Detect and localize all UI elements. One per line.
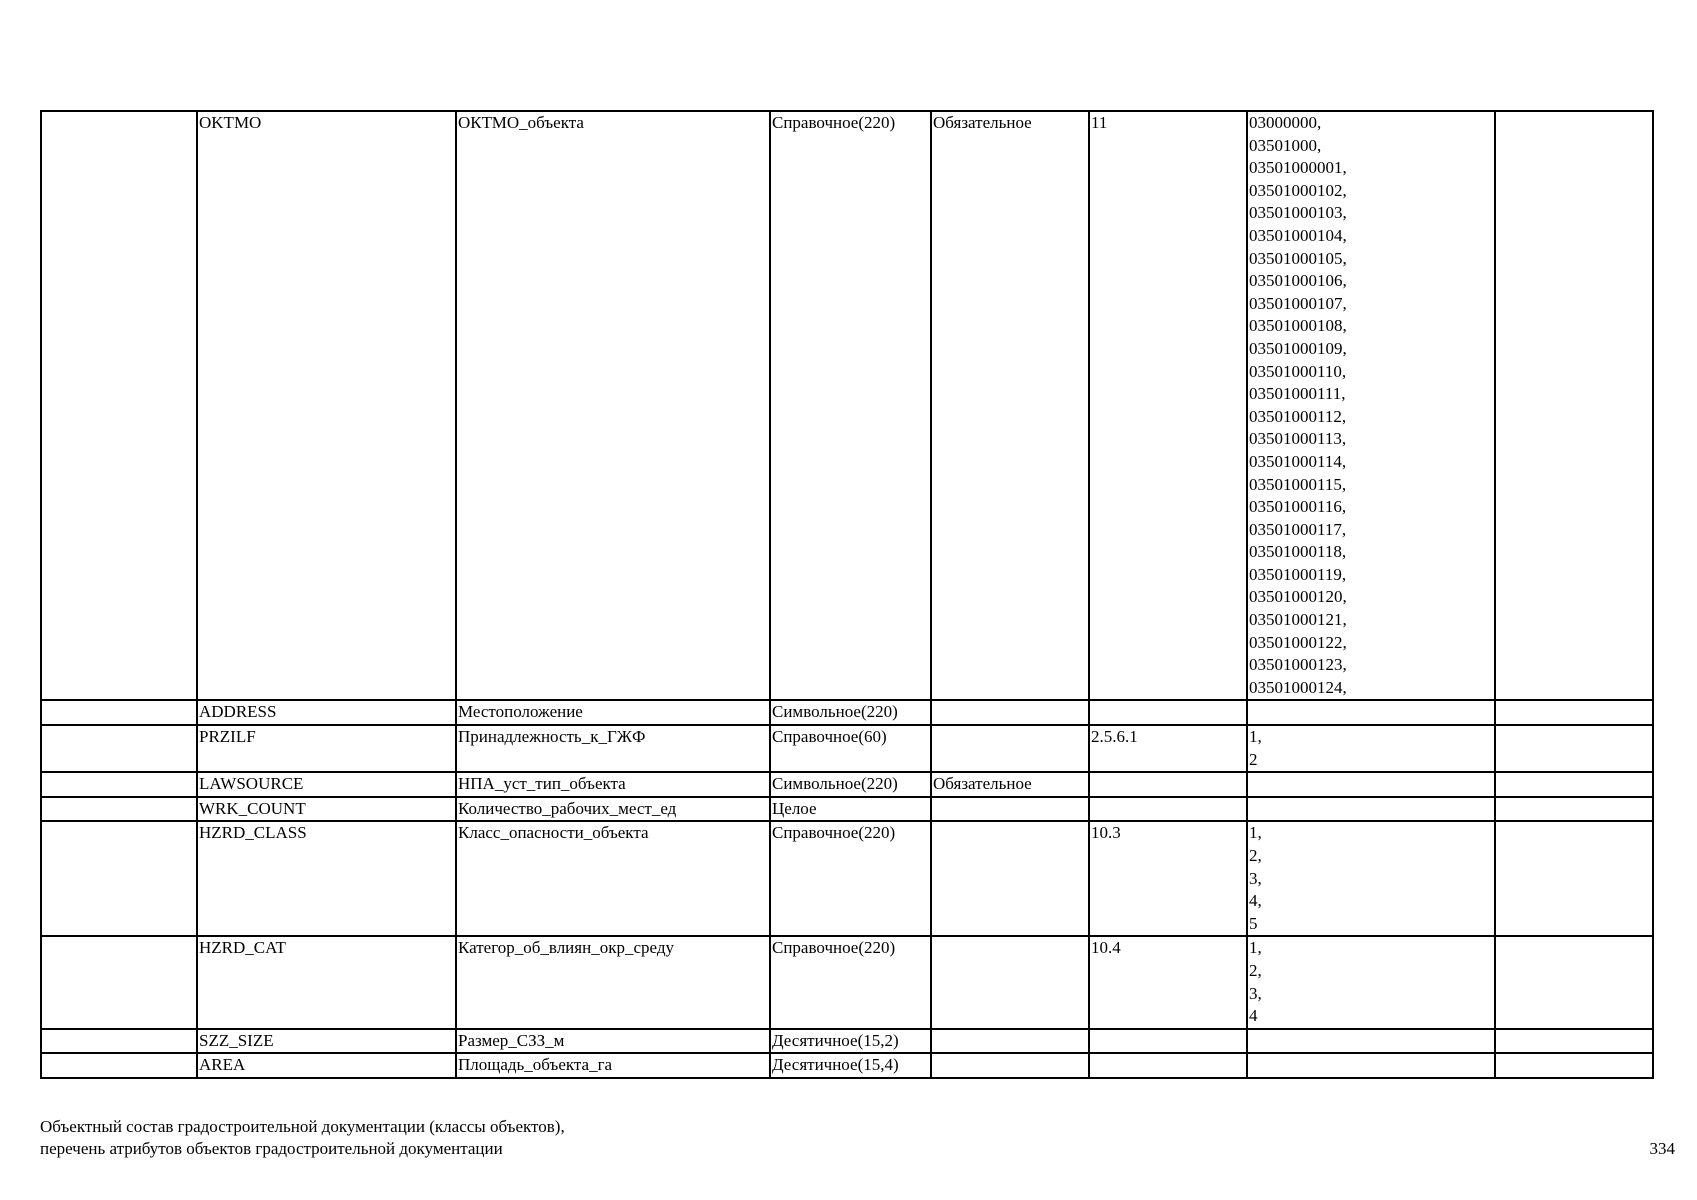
allowed-value: 4 — [1249, 1006, 1258, 1026]
allowed-value: 1, — [1249, 727, 1262, 747]
reference-cell — [1089, 1053, 1247, 1078]
allowed-values-cell — [1247, 1029, 1495, 1054]
allowed-value: 03501000114, — [1249, 451, 1347, 471]
footer-caption-line-2: перечень атрибутов объектов градостроительной документации — [40, 1139, 503, 1158]
note-cell — [1495, 772, 1653, 797]
allowed-value: 3, — [1249, 983, 1262, 1003]
allowed-value: 03501000103, — [1249, 203, 1347, 223]
table-row — [41, 797, 1653, 822]
allowed-value: 03501000108, — [1249, 316, 1347, 336]
attribute-alias-cell: Местоположение — [456, 700, 770, 725]
allowed-value: 03501000123, — [1249, 655, 1347, 675]
allowed-value: 1, — [1249, 938, 1262, 958]
allowed-value: 03501000121, — [1249, 610, 1347, 630]
table-row — [41, 1053, 1653, 1078]
attribute-alias-cell: Площадь_объекта_га — [456, 1053, 770, 1078]
note-cell — [1495, 936, 1653, 1028]
data-type-cell: Справочное(220) — [770, 821, 931, 936]
allowed-value: 2, — [1249, 846, 1262, 865]
data-type-cell: Символьное(220) — [770, 772, 931, 797]
allowed-value — [1249, 773, 1493, 796]
allowed-value: 2 — [1249, 749, 1258, 769]
attribute-name-cell: HZRD_CLASS — [197, 821, 456, 936]
blank-cell — [41, 936, 197, 1028]
table-body — [41, 111, 1653, 1078]
attribute-name-cell: WRK_COUNT — [197, 797, 456, 822]
attribute-alias-cell: Размер_СЗЗ_м — [456, 1029, 770, 1054]
allowed-value: 03501000113, — [1249, 429, 1347, 449]
allowed-values-cell — [1247, 797, 1495, 822]
required-cell: Обязательное — [931, 772, 1089, 797]
required-cell: Обязательное — [931, 111, 1089, 700]
reference-cell: 2.5.6.1 — [1089, 725, 1247, 772]
note-cell — [1495, 725, 1653, 772]
allowed-value: 03501000110, — [1249, 361, 1347, 381]
required-cell — [931, 797, 1089, 822]
required-cell — [931, 1029, 1089, 1054]
allowed-value: 03501000104, — [1249, 225, 1347, 245]
table-row — [41, 725, 1653, 772]
note-cell — [1495, 111, 1653, 700]
allowed-value: 4, — [1249, 891, 1262, 911]
allowed-value: 5 — [1249, 913, 1258, 933]
required-cell — [931, 1053, 1089, 1078]
allowed-value: 1, — [1249, 823, 1262, 843]
reference-cell: 10.4 — [1089, 936, 1247, 1028]
allowed-value: 03501000118, — [1249, 542, 1347, 562]
footer-caption-line-1: Объектный состав градостроительной документации (классы объектов), — [40, 1117, 565, 1136]
page-number: 334 — [1649, 1139, 1675, 1158]
allowed-value: 2, — [1249, 960, 1262, 980]
allowed-value — [1249, 1030, 1493, 1053]
table-row — [41, 700, 1653, 725]
allowed-values-cell — [1247, 111, 1495, 700]
data-type-cell: Справочное(60) — [770, 725, 931, 772]
allowed-values-cell — [1247, 821, 1495, 936]
attribute-alias-cell: НПА_уст_тип_объекта — [456, 772, 770, 797]
allowed-value: 03501000124, — [1249, 677, 1347, 697]
required-cell — [931, 936, 1089, 1028]
reference-cell: 11 — [1089, 111, 1247, 700]
data-type-cell: Десятичное(15,2) — [770, 1029, 931, 1054]
allowed-values-cell — [1247, 772, 1495, 797]
attribute-alias-cell: Категор_об_влиян_окр_среду — [456, 936, 770, 1028]
note-cell — [1495, 1053, 1653, 1078]
allowed-value: 03501000122, — [1249, 632, 1347, 652]
allowed-values-cell — [1247, 1053, 1495, 1078]
allowed-value: 03501000119, — [1249, 564, 1347, 584]
allowed-values-cell — [1247, 725, 1495, 772]
attribute-name-cell: SZZ_SIZE — [197, 1029, 456, 1054]
allowed-value: 03501000109, — [1249, 338, 1347, 358]
data-type-cell: Справочное(220) — [770, 111, 931, 700]
required-cell — [931, 700, 1089, 725]
allowed-value: 03501000106, — [1249, 271, 1347, 291]
reference-cell — [1089, 700, 1247, 725]
attribute-alias-cell: Количество_рабочих_мест_ед — [456, 797, 770, 822]
required-cell — [931, 725, 1089, 772]
footer-caption — [40, 1116, 565, 1160]
allowed-value — [1249, 1054, 1493, 1077]
blank-cell — [41, 797, 197, 822]
required-cell — [931, 821, 1089, 936]
attribute-alias-cell: Класс_опасности_объекта — [456, 821, 770, 936]
allowed-value: 03501000115, — [1249, 474, 1347, 494]
table-row — [41, 821, 1653, 936]
allowed-value: 03501000, — [1249, 135, 1322, 155]
note-cell — [1495, 821, 1653, 936]
allowed-value: 03501000001, — [1249, 158, 1347, 178]
allowed-value: 3, — [1249, 868, 1262, 888]
note-cell — [1495, 797, 1653, 822]
allowed-value: 03501000102, — [1249, 180, 1347, 200]
table-row — [41, 1029, 1653, 1054]
allowed-value — [1249, 701, 1493, 724]
allowed-value: 03501000116, — [1249, 497, 1347, 517]
allowed-value: 03000000, — [1249, 113, 1322, 132]
allowed-values-cell — [1247, 700, 1495, 725]
data-type-cell: Справочное(220) — [770, 936, 931, 1028]
table-row — [41, 111, 1653, 700]
reference-cell: 10.3 — [1089, 821, 1247, 936]
blank-cell — [41, 725, 197, 772]
attribute-name-cell: HZRD_CAT — [197, 936, 456, 1028]
allowed-value: 03501000105, — [1249, 248, 1347, 268]
reference-cell — [1089, 1029, 1247, 1054]
reference-cell — [1089, 797, 1247, 822]
blank-cell — [41, 772, 197, 797]
note-cell — [1495, 1029, 1653, 1054]
allowed-value: 03501000112, — [1249, 406, 1347, 426]
attribute-name-cell: PRZILF — [197, 725, 456, 772]
attribute-name-cell: LAWSOURCE — [197, 772, 456, 797]
allowed-values-cell — [1247, 936, 1495, 1028]
allowed-value: 03501000120, — [1249, 587, 1347, 607]
attribute-name-cell: OKTMO — [197, 111, 456, 700]
allowed-value — [1249, 798, 1493, 821]
attribute-alias-cell: ОКТМО_объекта — [456, 111, 770, 700]
table-row — [41, 936, 1653, 1028]
blank-cell — [41, 821, 197, 936]
allowed-value: 03501000117, — [1249, 519, 1347, 539]
note-cell — [1495, 700, 1653, 725]
blank-cell — [41, 111, 197, 700]
allowed-value: 03501000111, — [1249, 384, 1346, 404]
data-type-cell: Целое — [770, 797, 931, 822]
blank-cell — [41, 1029, 197, 1054]
attribute-name-cell: ADDRESS — [197, 700, 456, 725]
blank-cell — [41, 700, 197, 725]
reference-cell — [1089, 772, 1247, 797]
data-type-cell: Символьное(220) — [770, 700, 931, 725]
attributes-table — [40, 110, 1654, 1079]
data-type-cell: Десятичное(15,4) — [770, 1053, 931, 1078]
attribute-alias-cell: Принадлежность_к_ГЖФ — [456, 725, 770, 772]
attribute-name-cell: AREA — [197, 1053, 456, 1078]
allowed-value: 03501000107, — [1249, 293, 1347, 313]
blank-cell — [41, 1053, 197, 1078]
table-row — [41, 772, 1653, 797]
